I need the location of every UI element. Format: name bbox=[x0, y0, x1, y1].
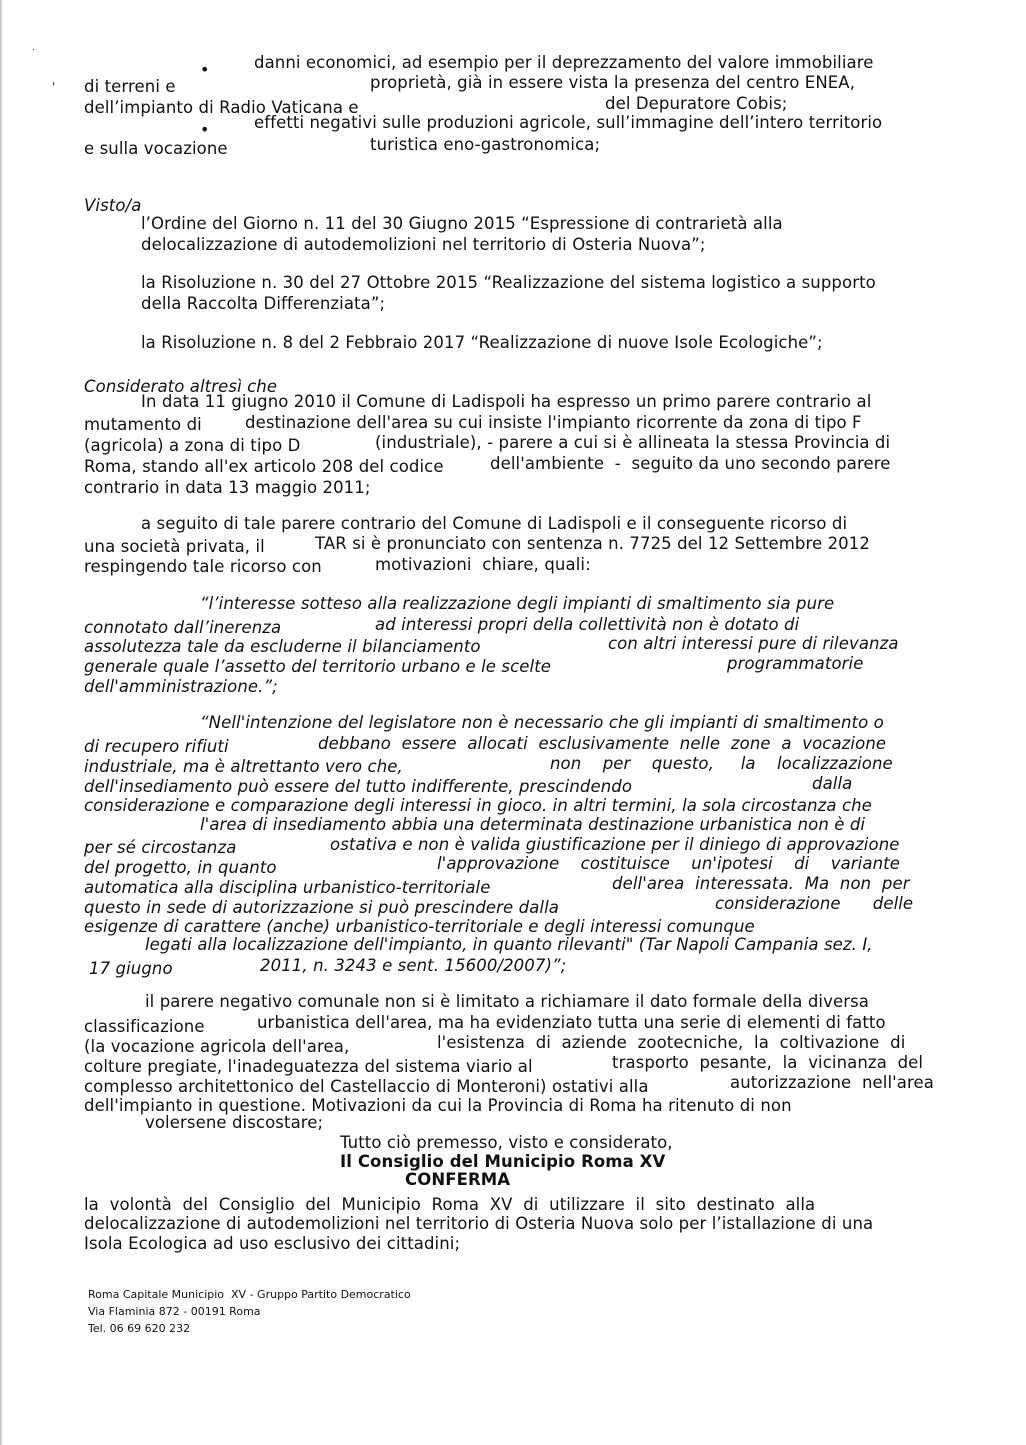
considerato-paragraph-line: TAR si è pronunciato con sentenza n. 7725 del 12 Settembre 2012 bbox=[315, 534, 870, 553]
considerato-paragraph-line: dell'ambiente - seguito da uno secondo parere bbox=[490, 454, 891, 473]
bullet-danni-line: proprietà, già in essere vista la presenza del centro ENEA, bbox=[370, 73, 856, 92]
considerato-paragraph-line: una società privata, il bbox=[84, 537, 265, 556]
quote-line: industriale, ma è altrettanto vero che, bbox=[84, 757, 403, 776]
considerato-paragraph-line: mutamento di bbox=[84, 415, 202, 434]
visto-risoluzione-8-line: la Risoluzione n. 8 del 2 Febbraio 2017 “Realizzazione di nuove Isole Ecologiche”; bbox=[141, 333, 823, 352]
visto-risoluzione-30-line: della Raccolta Differenziata”; bbox=[141, 294, 386, 313]
quote-line: di recupero rifiuti bbox=[84, 737, 229, 756]
considerato-paragraph-line: In data 11 giugno 2010 il Comune di Ladispoli ha espresso un primo parere contrario al bbox=[141, 392, 872, 411]
parere-paragraph-line: autorizzazione nell'area bbox=[730, 1073, 934, 1092]
considerato-paragraph-line: (industriale), - parere a cui si è allineata la stessa Provincia di bbox=[375, 433, 891, 452]
considerato-paragraph-line: (agricola) a zona di tipo D bbox=[84, 436, 301, 455]
conclusion-line: Isola Ecologica ad uso esclusivo dei cittadini; bbox=[84, 1234, 461, 1253]
visto-ordine-line: delocalizzazione di autodemolizioni nel territorio di Osteria Nuova”; bbox=[141, 235, 706, 254]
quote-line: dell'insediamento può essere del tutto indifferente, prescindendo bbox=[84, 777, 633, 796]
considerato-paragraph-line: a seguito di tale parere contrario del Comune di Ladispoli e il conseguente ricorso di bbox=[141, 514, 848, 533]
considerato-paragraph-line: Roma, stando all'ex articolo 208 del codice bbox=[84, 457, 444, 476]
bullet-glyph: • bbox=[200, 120, 210, 139]
quote-line: esigenze di carattere (anche) urbanistico-territoriale e degli interessi comunque bbox=[84, 917, 755, 936]
scan-mark: · bbox=[32, 45, 36, 56]
quote-line: considerazione e comparazione degli interessi in gioco. in altri termini, la sola circostanza che bbox=[84, 796, 872, 815]
quote-line: “Nell'intenzione del legislatore non è necessario che gli impianti di smaltimento o bbox=[200, 713, 884, 732]
quote-line: con altri interessi pure di rilevanza bbox=[608, 634, 899, 653]
bullet-effetti-line: turistica eno-gastronomica; bbox=[370, 135, 601, 154]
quote-line: legati alla localizzazione dell'impianto, in quanto rilevanti" (Tar Napoli Campania sez. I, bbox=[145, 935, 873, 954]
quote-line: connotato dall’inerenza bbox=[84, 618, 282, 637]
considerato-paragraph-line: contrario in data 13 maggio 2011; bbox=[84, 478, 371, 497]
parere-paragraph-line: volersene discostare; bbox=[145, 1113, 324, 1132]
considerato-paragraph-line: motivazioni chiare, quali: bbox=[375, 555, 591, 574]
quote-line: ostativa e non è valida giustificazione per il diniego di approvazione bbox=[330, 835, 900, 854]
parere-paragraph-line: colture pregiate, l'inadeguatezza del sistema viario al bbox=[84, 1057, 533, 1076]
quote-line: generale quale l’assetto del territorio urbano e le scelte bbox=[84, 657, 552, 676]
conferma-heading: CONFERMA bbox=[405, 1170, 511, 1189]
footer-address: Via Flaminia 872 - 00191 Roma bbox=[88, 1305, 261, 1318]
quote-line: del progetto, in quanto bbox=[84, 858, 277, 877]
quote-line: dell'amministrazione.”; bbox=[84, 677, 278, 696]
consiglio-heading: Il Consiglio del Municipio Roma XV bbox=[340, 1152, 666, 1171]
quote-line: l'area di insediamento abbia una determinata destinazione urbanistica non è di bbox=[200, 815, 866, 834]
footer-organization: Roma Capitale Municipio XV - Gruppo Partito Democratico bbox=[88, 1288, 411, 1301]
section-heading-visto: Visto/a bbox=[84, 196, 142, 215]
bullet-danni-line: di terreni e bbox=[84, 77, 176, 96]
quote-line: dell'area interessata. Ma non per bbox=[612, 874, 910, 893]
bullet-glyph: • bbox=[200, 60, 210, 79]
quote-line: non per questo, la localizzazione bbox=[550, 754, 893, 773]
footer-phone: Tel. 06 69 620 232 bbox=[88, 1322, 191, 1335]
quote-line: questo in sede di autorizzazione si può prescindere dalla bbox=[84, 898, 560, 917]
visto-ordine-line: l’Ordine del Giorno n. 11 del 30 Giugno 2015 “Espressione di contrarietà alla bbox=[141, 214, 783, 233]
quote-line: 2011, n. 3243 e sent. 15600/2007)”; bbox=[260, 956, 567, 975]
quote-line: 17 giugno bbox=[89, 959, 173, 978]
parere-paragraph-line: complesso architettonico del Castellaccio di Monteroni) ostativi alla bbox=[84, 1077, 649, 1096]
parere-paragraph-line: (la vocazione agricola dell'area, bbox=[84, 1037, 350, 1056]
bullet-effetti-line: e sulla vocazione bbox=[84, 139, 228, 158]
quote-line: l'approvazione costituisce un'ipotesi di variante bbox=[437, 854, 900, 873]
bullet-danni-line: del Depuratore Cobis; bbox=[605, 94, 788, 113]
scan-edge bbox=[0, 0, 3, 1445]
scan-tick: ' bbox=[52, 80, 56, 94]
quote-line: considerazione delle bbox=[715, 894, 914, 913]
parere-paragraph-line: trasporto pesante, la vicinanza del bbox=[612, 1053, 924, 1072]
bullet-danni-line: dell’impianto di Radio Vaticana e bbox=[84, 98, 359, 117]
section-heading-considerato: Considerato altresì che bbox=[84, 377, 278, 396]
bullet-effetti-line: effetti negativi sulle produzioni agricole, sull’immagine dell’intero territorio bbox=[254, 113, 883, 132]
parere-paragraph-line: dell'impianto in questione. Motivazioni da cui la Provincia di Roma ha ritenuto di non bbox=[84, 1096, 792, 1115]
quote-line: debbano essere allocati esclusivamente nelle zone a vocazione bbox=[318, 734, 887, 753]
considerato-paragraph-line: destinazione dell'area su cui insiste l'impianto ricorrente da zona di tipo F bbox=[245, 413, 862, 432]
quote-line: ad interessi propri della collettività non è dotato di bbox=[375, 615, 800, 634]
parere-paragraph-line: urbanistica dell'area, ma ha evidenziato tutta una serie di elementi di fatto bbox=[257, 1013, 886, 1032]
parere-paragraph-line: l'esistenza di aziende zootecniche, la coltivazione di bbox=[437, 1033, 906, 1052]
quote-line: “l’interesse sotteso alla realizzazione degli impianti di smaltimento sia pure bbox=[200, 594, 835, 613]
bullet-danni-line: danni economici, ad esempio per il deprezzamento del valore immobiliare bbox=[254, 53, 874, 72]
quote-line: dalla bbox=[812, 774, 853, 793]
quote-line: automatica alla disciplina urbanistico-territoriale bbox=[84, 878, 491, 897]
quote-line: assolutezza tale da escluderne il bilanciamento bbox=[84, 637, 481, 656]
conclusion-line: la volontà del Consiglio del Municipio Roma XV di utilizzare il sito destinato alla bbox=[84, 1195, 816, 1214]
conclusion-line: delocalizzazione di autodemolizioni nel territorio di Osteria Nuova solo per l’istallazione di una bbox=[84, 1214, 874, 1233]
premesso-line: Tutto ciò premesso, visto e considerato, bbox=[340, 1133, 673, 1152]
visto-risoluzione-30-line: la Risoluzione n. 30 del 27 Ottobre 2015 “Realizzazione del sistema logistico a supporto bbox=[141, 273, 876, 292]
considerato-paragraph-line: respingendo tale ricorso con bbox=[84, 557, 322, 576]
quote-line: per sé circostanza bbox=[84, 838, 237, 857]
quote-line: programmatorie bbox=[727, 654, 864, 673]
parere-paragraph-line: il parere negativo comunale non si è limitato a richiamare il dato formale della diversa bbox=[145, 992, 870, 1011]
parere-paragraph-line: classificazione bbox=[84, 1017, 205, 1036]
